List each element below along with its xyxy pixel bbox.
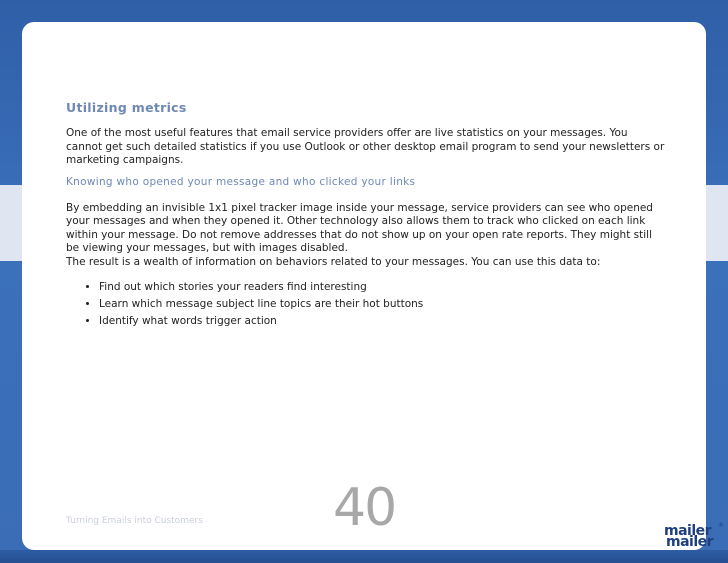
registered-mark: ® — [718, 522, 724, 529]
intro-paragraph: One of the most useful features that email service providers offer are live statistics on your messages. You cannot get such detailed statistics if you use Outlook or other desktop email program to send your newsletters or marketing campaigns. — [66, 127, 665, 166]
bullet-list — [66, 279, 666, 330]
left-edge-shade — [0, 185, 22, 261]
logo-line-1: mailer — [664, 523, 712, 539]
right-edge-shade — [706, 185, 728, 261]
logo-line-2: mailer — [666, 534, 714, 550]
footer-tagline: Turning Emails into Customers — [66, 516, 203, 526]
tracking-paragraph: By embedding an invisible 1x1 pixel tracker image inside your message, service providers can see who opened your messages and when they opened it. Other technology also allows them to track who clicked on each link within your message. Do not remove addresses that do not show up on your open rate reports. They might still be viewing your messages, but with images disabled. — [66, 201, 653, 254]
section-heading: Utilizing metrics — [66, 100, 187, 115]
bullet-item: • Find out which stories your readers find interesting — [99, 279, 666, 296]
slide-content — [66, 100, 666, 330]
bullet-item: • Learn which message subject line topics are their hot buttons — [99, 296, 666, 313]
bullet-item: • Identify what words trigger action — [99, 313, 666, 330]
bottom-strip — [0, 550, 728, 563]
page-number: 40 — [333, 478, 396, 538]
mailermailer-logo — [664, 523, 720, 550]
result-paragraph: The result is a wealth of information on behaviors related to your messages. You can use this data to: — [66, 255, 601, 268]
section-subheading: Knowing who opened your message and who clicked your links — [66, 175, 416, 188]
